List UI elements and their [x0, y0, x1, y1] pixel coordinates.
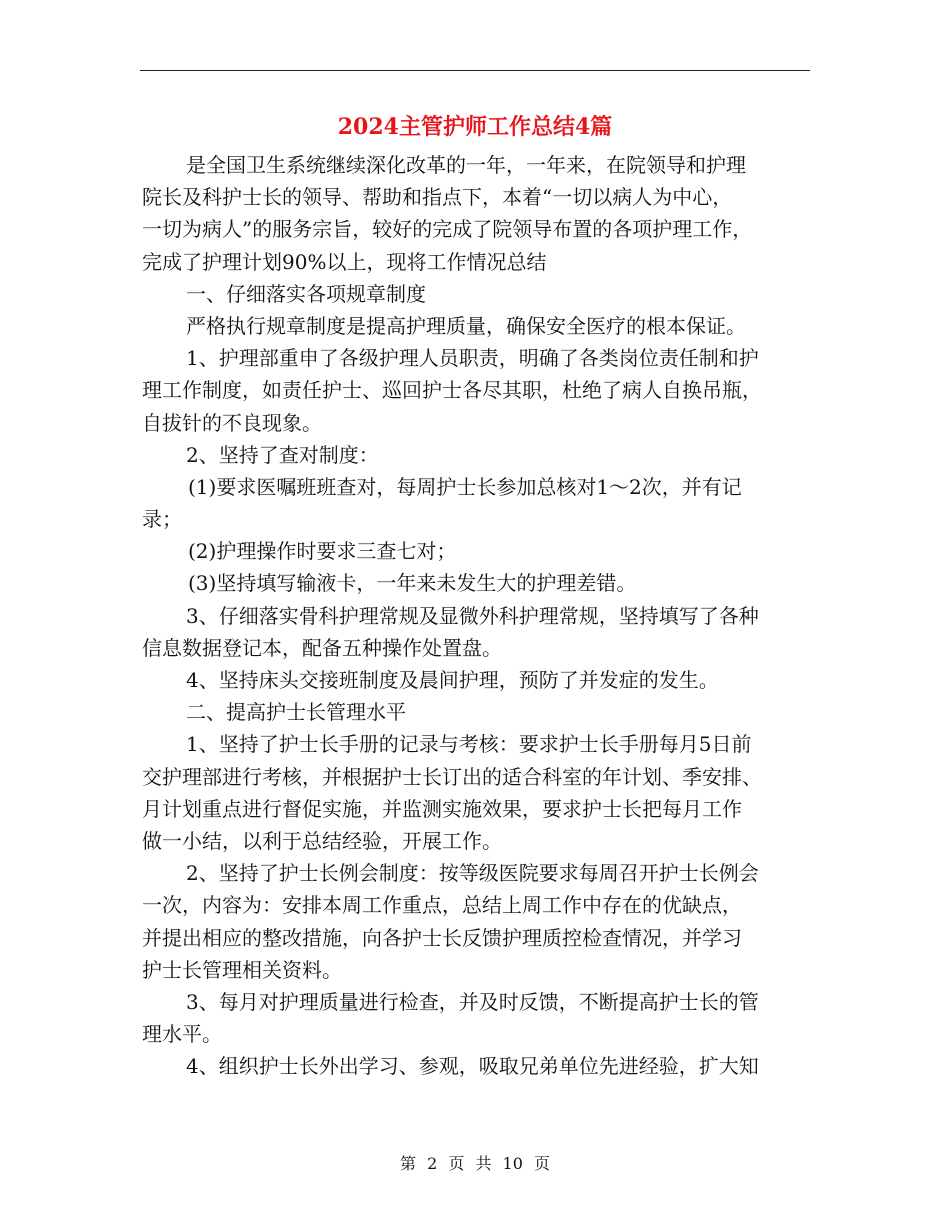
body-text-line: 信息数据登记本，配备五种操作处置盘。 — [142, 635, 502, 660]
body-text-line: 一切为病人”的服务宗旨，较好的完成了院领导布置的各项护理工作， — [142, 217, 753, 242]
document-body — [142, 149, 810, 1082]
body-text-line: 并提出相应的整改措施，向各护士长反馈护理质控检查情况，并学习 — [142, 925, 742, 950]
body-text-line: 3、仔细落实骨科护理常规及显微外科护理常规，坚持填写了各种 — [186, 603, 759, 628]
document-title: 2024主管护师工作总结4篇 — [337, 114, 613, 140]
body-text-line: 做一小结，以利于总结经验，开展工作。 — [142, 828, 502, 853]
body-text-line: 月计划重点进行督促实施，并监测实施效果，要求护士长把每月工作 — [142, 796, 742, 821]
body-text-line: 录； — [142, 507, 182, 532]
body-text-line: 理水平。 — [142, 1022, 222, 1047]
body-text-line: 理工作制度，如责任护士、巡回护士各尽其职，杜绝了病人自换吊瓶， — [142, 378, 762, 403]
body-text-line: 是全国卫生系统继续深化改革的一年，一年来，在院领导和护理 — [186, 153, 746, 177]
body-text-line: 4、坚持床头交接班制度及晨间护理，预防了并发症的发生。 — [186, 668, 719, 692]
body-text-line: 3、每月对护理质量进行检查，并及时反馈，不断提高护士长的管 — [186, 989, 759, 1014]
body-text-line: (3)坚持填写输液卡，一年来未发生大的护理差错。 — [188, 571, 637, 596]
page-number-footer: 第 2 页 共 10 页 — [400, 1154, 550, 1173]
body-text-line: 一、仔细落实各项规章制度 — [186, 281, 426, 306]
body-text-line: 交护理部进行考核，并根据护士长订出的适合科室的年计划、季安排、 — [142, 764, 762, 789]
body-text-line: (1)要求医嘱班班查对，每周护士长参加总核对1～2次，并有记 — [188, 474, 742, 499]
body-text-line: 一次，内容为：安排本周工作重点，总结上周工作中存在的优缺点， — [142, 893, 742, 918]
body-text-line: 院长及科护士长的领导、帮助和指点下，本着“一切以病人为中心， — [142, 185, 733, 210]
header-rule — [140, 70, 810, 71]
body-text-line: 严格执行规章制度是提高护理质量，确保安全医疗的根本保证。 — [186, 313, 746, 338]
body-text-line: 完成了护理计划90%以上，现将工作情况总结 — [142, 249, 547, 274]
body-text-line: (2)护理操作时要求三查七对； — [188, 539, 457, 564]
body-text-line: 护士长管理相关资料。 — [142, 957, 342, 982]
body-text-line: 4、组织护士长外出学习、参观，吸取兄弟单位先进经验，扩大知 — [186, 1054, 759, 1079]
body-text-line: 自拔针的不良现象。 — [142, 410, 322, 435]
body-text-line: 1、坚持了护士长手册的记录与考核：要求护士长手册每月5日前 — [186, 732, 752, 757]
body-text-line: 二、提高护士长管理水平 — [186, 700, 406, 725]
body-text-line: 2、坚持了护士长例会制度：按等级医院要求每周召开护士长例会 — [186, 861, 759, 886]
body-text-line: 1、护理部重申了各级护理人员职责，明确了各类岗位责任制和护 — [186, 346, 759, 371]
body-text-line: 2、坚持了查对制度： — [186, 442, 379, 467]
